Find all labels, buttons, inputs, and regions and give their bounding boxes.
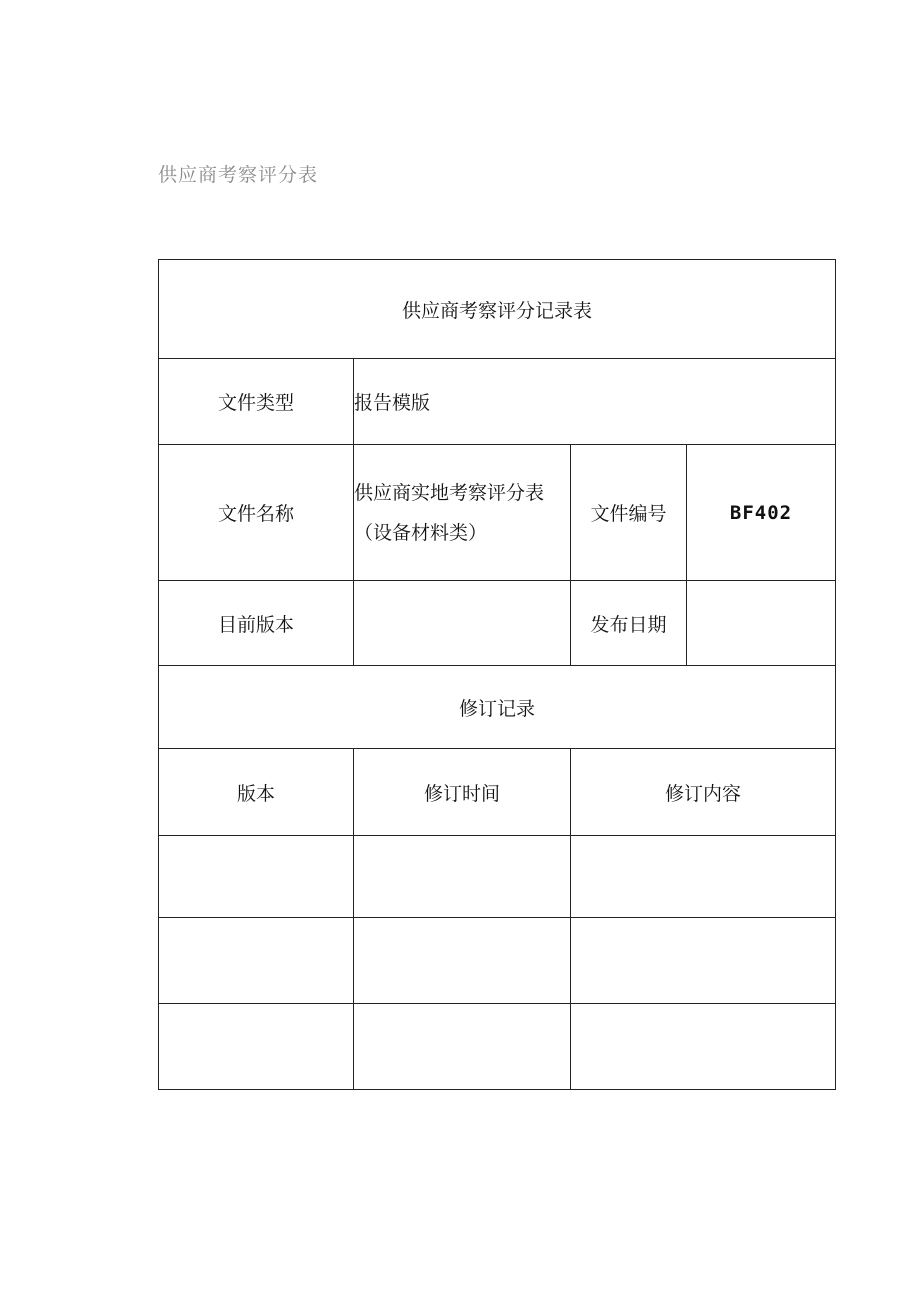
revision-section-title: 修订记录 <box>159 666 836 749</box>
revision-cell <box>571 1004 836 1090</box>
revision-cell <box>159 918 354 1004</box>
file-name-label: 文件名称 <box>159 445 354 581</box>
revision-section-row <box>159 666 836 749</box>
file-type-label: 文件类型 <box>159 359 354 445</box>
form-title: 供应商考察评分记录表 <box>159 260 836 359</box>
table-row <box>159 1004 836 1090</box>
file-type-row <box>159 359 836 445</box>
file-number-label: 文件编号 <box>571 445 687 581</box>
table-row <box>159 918 836 1004</box>
revision-column-content: 修订内容 <box>571 749 836 836</box>
revision-cell <box>354 1004 571 1090</box>
current-version-label: 目前版本 <box>159 581 354 666</box>
title-row <box>159 260 836 359</box>
version-row <box>159 581 836 666</box>
release-date-label: 发布日期 <box>571 581 687 666</box>
revision-cell <box>571 836 836 918</box>
document-heading: 供应商考察评分表 <box>158 164 319 186</box>
current-version-value <box>354 581 571 666</box>
table-row <box>159 836 836 918</box>
file-name-value <box>354 445 571 581</box>
revision-cell <box>159 836 354 918</box>
revision-cell <box>354 918 571 1004</box>
release-date-value <box>687 581 836 666</box>
supplier-evaluation-record-table <box>158 259 836 1090</box>
file-name-line-2: （设备材料类） <box>354 521 488 544</box>
revision-column-version: 版本 <box>159 749 354 836</box>
revision-header-row <box>159 749 836 836</box>
file-name-line-1: 供应商实地考察评分表 <box>354 481 545 504</box>
file-number-value: BF402 <box>687 445 836 581</box>
revision-cell <box>159 1004 354 1090</box>
revision-column-time: 修订时间 <box>354 749 571 836</box>
file-type-value: 报告模版 <box>354 359 836 445</box>
file-name-row <box>159 445 836 581</box>
revision-cell <box>354 836 571 918</box>
revision-cell <box>571 918 836 1004</box>
